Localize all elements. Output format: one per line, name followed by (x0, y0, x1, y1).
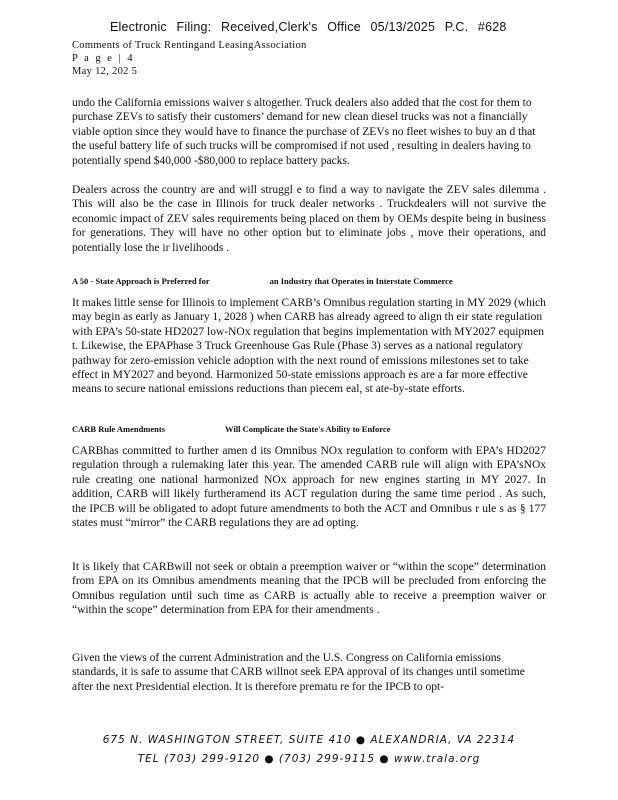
paragraph-text: It makes little sense for Illinois to implement CARB’s Omnibus regulation starting in MY 2029 (which may begin as early as January 1, 2028 ) when CARB has already agreed to align th eir state regulation with EPA’s 50-state HD2027 low-NOx regulation that begins implementation with MY2027 equipmen t. Likewise, the EPAPhase 3 Truck Greenhouse Gas Rule (Phase 3) serves as a national regulatory pathway for zero-emission vehicle adoption with the next round of emissions milestones set to take effect in MY2027 and beyond. Harmonized 50-state emissions approach es are a far more effective means to secure national emissions reductions than piecem eal, st ate-by-state efforts. (72, 297, 546, 396)
paragraph-2 (72, 183, 546, 255)
paragraph-text: CARBhas committed to further amen d its Omnibus NOx regulation to conform with EPA’s HD2027 regulation through a rulemaking later this year. The amended CARB rule will align with EPA’sNOx rule creating one national harmonized NOx approach for new engines starting in MY 2027. In addition, CARB will likely furtheramend its ACT regulation during the same time period . As such, the IPCB will be obligated to adopt future amendments to both the ACT and Omnibus r ule s as § 177 states must “mirror” the CARB regulations they are ad opting. (72, 445, 546, 530)
paragraph-text: Dealers across the country are and will struggl e to find a way to navigate the ZEV sales dilemma . This will also be the case in Illinois for truck dealer networks . Truckdealers will not survive the economic impact of ZEV sales requirements being placed on them by OEMs despite being in business for generations. They will have no other option but to eliminate jobs , move their operations, and potentially lose the ir livelihoods . (72, 184, 546, 254)
section-heading-amendments (72, 424, 546, 434)
paragraph-6 (72, 651, 546, 694)
header-organization: Comments of Truck Rentingand LeasingAssociation (72, 40, 307, 51)
footer-contact: TEL (703) 299-9120 ● (703) 299-9115 ● www.trala.org (137, 753, 481, 765)
paragraph-1 (72, 96, 546, 168)
paragraph-5 (72, 560, 546, 618)
footer-address: 675 N. WASHINGTON STREET, SUITE 410 ● ALEXANDRIA, VA 22314 (102, 734, 516, 746)
paragraph-text: Given the views of the current Administration and the U.S. Congress on California emissions standards, it is safe to assume that CARB willnot seek EPA approval of its changes until sometime after the next Presidential election. It is therefore prematu re for the IPCB to opt- (72, 652, 525, 693)
heading-right: Will Complicate the State's Ability to Enforce (225, 424, 391, 434)
paragraph-text: undo the California emissions waiver s altogether. Truck dealers also added that the cost for them to purchase ZEVs to satisfy their customers’ demand for new clean diesel trucks was not a financially viable option since they would have to finance the purchase of ZEVs no fleet wishes to buy an d that the useful battery life of such trucks will be compromised if not used , resulting in dealers having to potentially spend $40,000 -$80,000 to replace battery packs. (72, 97, 536, 167)
header-date: May 12, 202 5 (72, 66, 138, 77)
heading-left: A 50 - State Approach is Preferred for (72, 276, 210, 286)
heading-left: CARB Rule Amendments (72, 424, 166, 434)
paragraph-4 (72, 444, 546, 530)
paragraph-text: It is likely that CARBwill not seek or obtain a preemption waiver or “within the scope” determination from EPA on its Omnibus amendments meaning that the IPCB will be precluded from enforcing the Omnibus regulation until such time as CARB is actually able to receive a preemption waiver or “within the scope” determination from EPA for their amendments . (72, 561, 546, 617)
paragraph-3 (72, 296, 546, 397)
section-heading-interstate (72, 276, 546, 286)
filing-stamp: Electronic Filing: Received,Clerk's Office 05/13/2025 P.C. #628 (110, 20, 507, 34)
header-page-number: P a g e | 4 (72, 53, 135, 64)
heading-right: an Industry that Operates in Interstate Commerce (269, 276, 453, 286)
